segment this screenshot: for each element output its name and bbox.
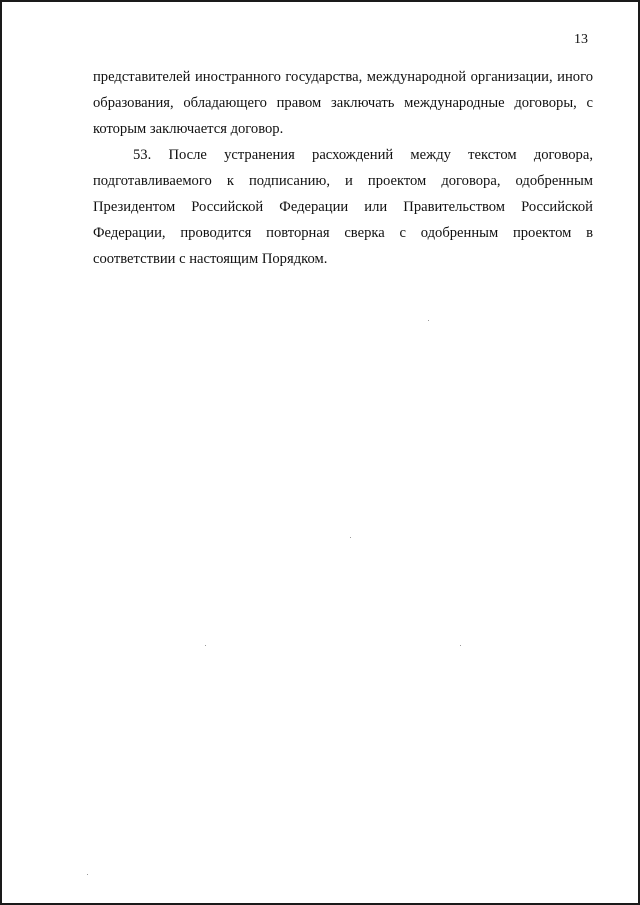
paragraph-continuation: представителей иностранного государства, международной организации, иного образования, обладающего правом заключать международные договоры, с которым заключается договор. (93, 69, 593, 137)
scan-speck (205, 645, 206, 646)
scan-speck (428, 320, 429, 321)
paragraph-53: 53. После устранения расхождений между текстом договора, подготавливаемого к подписанию, и проектом договора, одобренным Президентом Российской Федерации или Правительством Российской Федерации, проводится повторная сверка с одобренным проектом в соответствии с настоящим Порядком. (93, 147, 593, 267)
scan-speck (460, 645, 461, 646)
scan-speck (87, 874, 88, 875)
page-number: 13 (574, 32, 588, 47)
scan-speck (350, 537, 351, 538)
document-body (93, 64, 593, 272)
